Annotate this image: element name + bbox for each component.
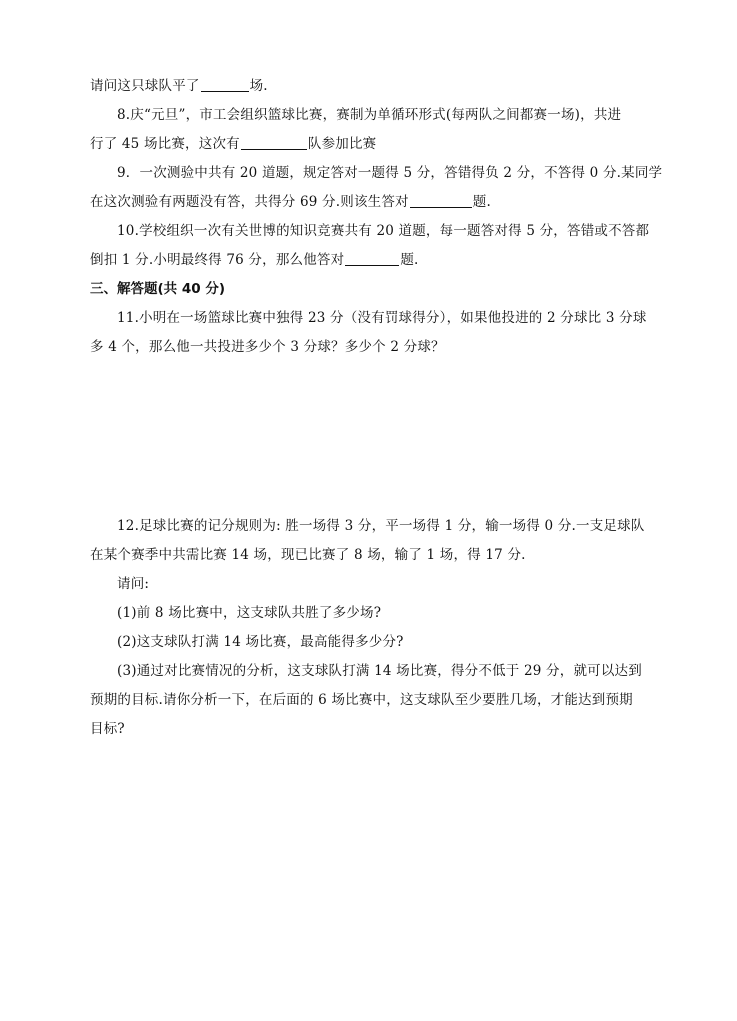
question-12-block: [90, 512, 660, 744]
q7-tail-text: 请问这只球队平了: [90, 78, 200, 94]
q12-sub-3-line-1: (3)通过对比赛情况的分析，这支球队打满 14 场比赛，得分不低于 29 分，就可以达到: [117, 663, 642, 679]
q11-line-1: 11.小明在一场篮球比赛中独得 23 分（没有罚球得分），如果他投进的 2 分球比 3 分球: [117, 310, 647, 326]
answer-blank[interactable]: [410, 193, 472, 208]
q12-ask: 请问:: [117, 576, 150, 592]
q7-tail-line: [90, 72, 660, 101]
answer-blank[interactable]: [241, 135, 307, 150]
q9-text: 在这次测验有两题没有答，共得分 69 分.则该生答对: [90, 194, 409, 210]
q12-sub-3-line-3: 目标?: [90, 721, 125, 737]
answer-blank[interactable]: [345, 251, 399, 266]
q12-sub-1: (1)前 8 场比赛中，这支球队共胜了多少场?: [117, 605, 382, 621]
q8-line-2: [90, 130, 660, 159]
q9-line-2: [90, 188, 660, 217]
q7-tail-end: 场.: [249, 78, 268, 94]
q10-line-2: [90, 246, 660, 275]
q8-text-end: 队参加比赛: [307, 136, 377, 152]
q9-text-end: 题.: [472, 194, 491, 210]
q10-text-end: 题.: [400, 252, 419, 268]
q12-sub-2: (2)这支球队打满 14 场比赛，最高能得多少分?: [117, 634, 404, 650]
answer-blank[interactable]: [201, 77, 249, 92]
q10-line-1: 10.学校组织一次有关世博的知识竞赛共有 20 道题，每一题答对得 5 分，答错或不答都: [117, 223, 650, 239]
q10-text: 倒扣 1 分.小明最终得 76 分，那么他答对: [90, 252, 345, 268]
q8-line-1: 8.庆“元旦”，市工会组织篮球比赛，赛制为单循环形式(每两队之间都赛一场)，共进: [117, 107, 622, 123]
section-heading: 三、解答题(共 40 分): [90, 281, 226, 297]
q12-sub-3-line-2: 预期的目标.请你分析一下，在后面的 6 场比赛中，这支球队至少要胜几场，才能达到预期: [90, 692, 633, 708]
q12-line-1: 12.足球比赛的记分规则为: 胜一场得 3 分，平一场得 1 分，输一场得 0 分.一支足球队: [117, 518, 645, 534]
q9-line-1: 9．一次测验中共有 20 道题，规定答对一题得 5 分，答错得负 2 分，不答得 0 分.某同学: [117, 165, 663, 181]
q8-text: 行了 45 场比赛，这次有: [90, 136, 240, 152]
question-page-top: [90, 72, 663, 362]
q11-line-2: 多 4 个，那么他一共投进多少个 3 分球？多少个 2 分球？: [90, 339, 445, 355]
q12-line-2: 在某个赛季中共需比赛 14 场，现已比赛了 8 场，输了 1 场，得 17 分.: [90, 547, 526, 563]
